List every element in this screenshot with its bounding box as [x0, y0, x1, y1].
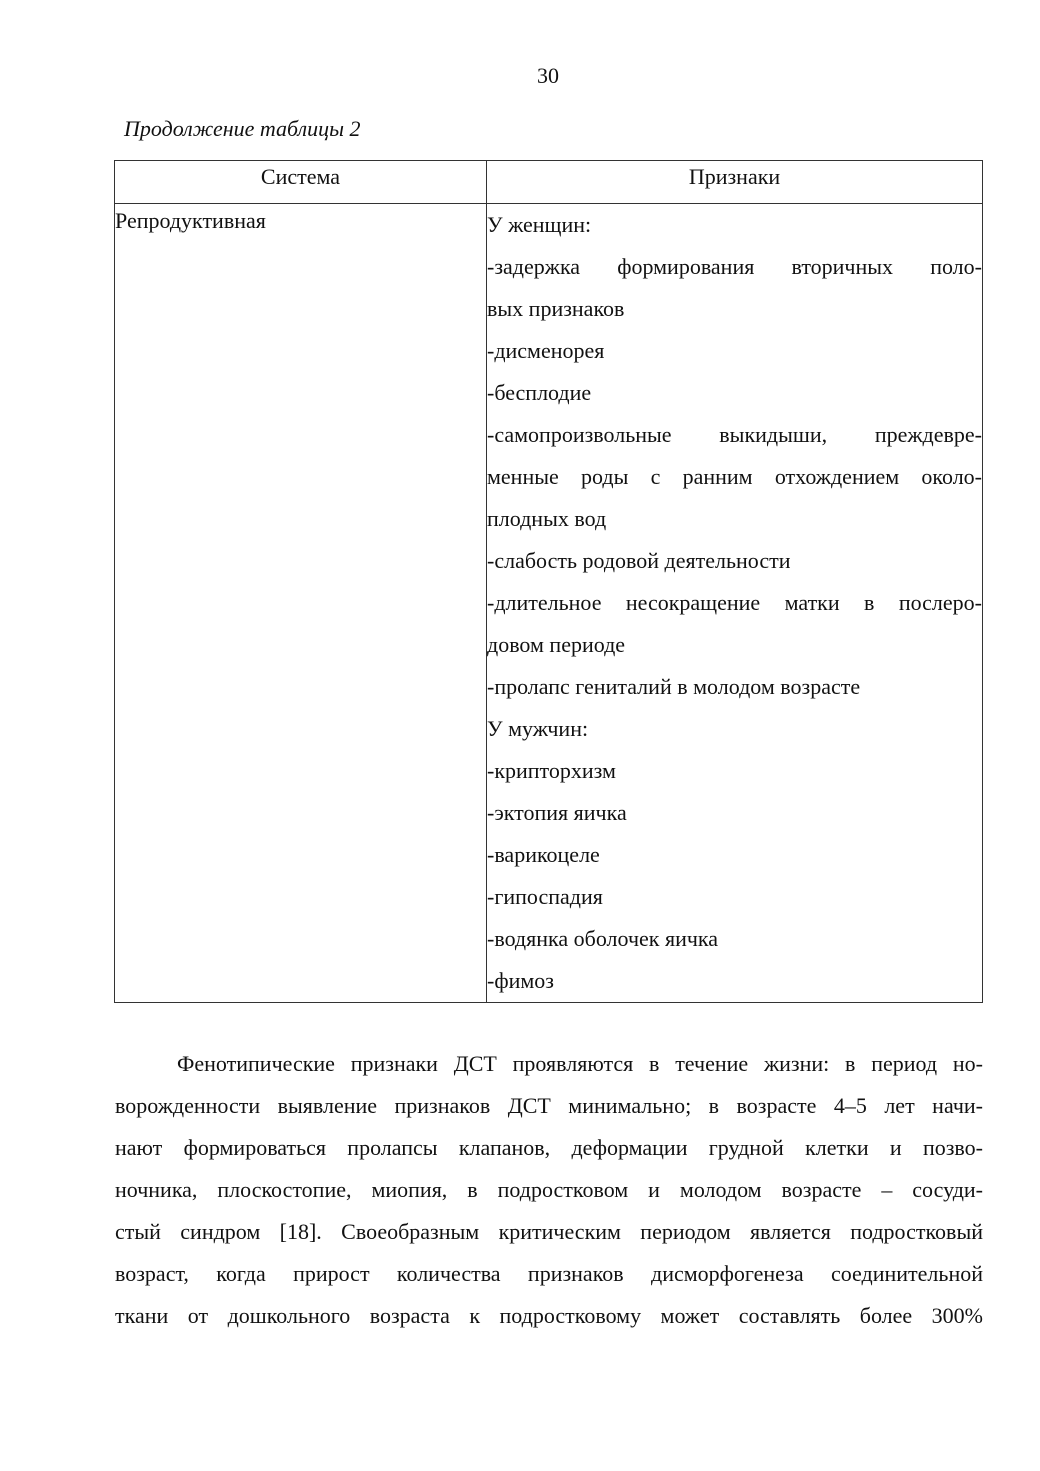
- sign-line: -длительное несокращение матки в послеро-: [487, 590, 982, 615]
- sign-line: -задержка формирования вторичных поло-: [487, 254, 982, 279]
- sign-line: -слабость родовой деятельности: [487, 548, 791, 573]
- header-system: Система: [115, 161, 487, 204]
- paragraph-line: Фенотипические признаки ДСТ проявляются в течение жизни: в период но-: [177, 1051, 983, 1076]
- sign-line: -водянка оболочек яичка: [487, 926, 719, 951]
- paragraph-line: ворожденности выявление признаков ДСТ минимально; в возрасте 4–5 лет начи-: [115, 1093, 983, 1118]
- sign-line: -крипторхизм: [487, 758, 616, 783]
- paragraph-line: стый синдром [18]. Своеобразным критическим периодом является подростковый: [115, 1219, 983, 1244]
- sign-line: -бесплодие: [487, 380, 592, 405]
- paragraph-line: ткани от дошкольного возраста к подростковому может составлять более 300%: [115, 1303, 983, 1328]
- sign-line: -варикоцеле: [487, 842, 600, 867]
- sign-line: -дисменорея: [487, 338, 605, 363]
- sign-line: У мужчин:: [487, 716, 589, 741]
- signs-table: [114, 160, 983, 1003]
- sign-line: -гипоспадия: [487, 884, 603, 909]
- page-number: 30: [537, 63, 559, 88]
- paragraph-line: возраст, когда прирост количества признаков дисморфогенеза соединительной: [115, 1261, 983, 1286]
- sign-line: -самопроизвольные выкидыши, преждевре-: [487, 422, 982, 447]
- sign-line: -пролапс гениталий в молодом возрасте: [487, 674, 861, 699]
- header-signs: Признаки: [487, 161, 983, 204]
- table-caption: Продолжение таблицы 2: [124, 116, 361, 141]
- paragraph-line: ночника, плоскостопие, миопия, в подростковом и молодом возрасте – сосуди-: [115, 1177, 983, 1202]
- sign-line: довом периоде: [487, 632, 626, 657]
- signs-cell: [487, 204, 983, 1003]
- sign-line: плодных вод: [487, 506, 607, 531]
- paragraph-line: нают формироваться пролапсы клапанов, деформации грудной клетки и позво-: [115, 1135, 983, 1160]
- system-cell: Репродуктивная: [115, 204, 487, 1003]
- sign-line: менные роды с ранним отхождением около-: [487, 464, 982, 489]
- sign-line: -фимоз: [487, 968, 554, 993]
- table-header-row: [115, 161, 983, 204]
- table-row: [115, 204, 983, 1003]
- sign-line: вых признаков: [487, 296, 625, 321]
- sign-line: -эктопия яичка: [487, 800, 627, 825]
- sign-line: У женщин:: [487, 212, 592, 237]
- body-paragraph: [115, 1043, 983, 1337]
